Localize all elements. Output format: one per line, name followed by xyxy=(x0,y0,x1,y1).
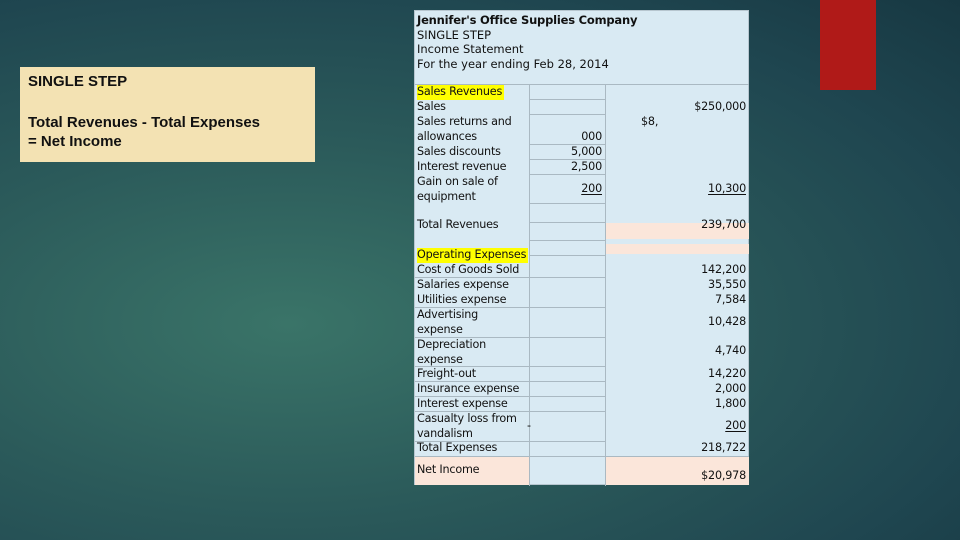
total-expenses-value: 218,722 xyxy=(701,441,746,454)
grid-line xyxy=(529,240,605,241)
revenues-heading: Sales Revenues xyxy=(417,85,503,98)
expense-amount-interest: 1,800 xyxy=(714,397,746,410)
expense-amount-insurance: 2,000 xyxy=(714,382,746,395)
sales-discounts-amount: 5,000 xyxy=(570,145,602,158)
expense-amount-advertising: 10,428 xyxy=(708,315,746,328)
expense-label-insurance: Insurance expense xyxy=(417,382,520,395)
sales-label: Sales xyxy=(417,100,446,113)
sales-total: $250,000 xyxy=(694,100,746,113)
net-income-value: $20,978 xyxy=(701,469,746,482)
grid-line xyxy=(529,203,605,204)
grid-line xyxy=(529,99,605,100)
expense-amount-depreciation: 4,740 xyxy=(714,344,746,357)
expense-label-depreciation: Depreciation expense xyxy=(417,338,486,366)
statement-type: SINGLE STEP xyxy=(417,27,492,42)
sales-returns-prefix: $8, xyxy=(641,115,659,128)
expense-amount-freight: 14,220 xyxy=(708,367,746,380)
grid-line xyxy=(529,255,605,256)
statement-header xyxy=(417,13,747,71)
expense-amount-casualty: 200 xyxy=(725,419,746,432)
statement-name: Income Statement xyxy=(417,42,524,57)
red-accent-bar xyxy=(820,0,876,90)
company-name: Jennifer's Office Supplies Company xyxy=(417,13,638,27)
interest-revenue-amount: 2,500 xyxy=(570,160,602,173)
expense-label-freight: Freight-out xyxy=(417,367,476,380)
grid-line xyxy=(415,456,749,457)
sales-discounts-label: Sales discounts xyxy=(417,145,501,158)
expense-amount-cogs: 142,200 xyxy=(701,263,746,276)
single-step-note xyxy=(20,67,315,162)
interest-revenue-label: Interest revenue xyxy=(417,160,507,173)
expense-label-salaries: Salaries expense xyxy=(417,278,509,291)
net-income-formula: Total Revenues - Total Expenses = Net Income xyxy=(28,114,261,150)
sales-returns-amount: 000 xyxy=(581,130,602,143)
gain-on-sale-amount: 200 xyxy=(581,182,602,195)
statement-period: For the year ending Feb 28, 2014 xyxy=(417,56,609,71)
expense-label-utilities: Utilities expense xyxy=(417,293,507,306)
expense-label-casualty: Casualty loss from vandalism xyxy=(417,412,517,440)
income-statement-sheet xyxy=(414,10,749,485)
sales-returns-label: Sales returns and allowances xyxy=(417,115,512,143)
grid-line xyxy=(529,222,605,223)
expense-amount-utilities: 7,584 xyxy=(714,293,746,306)
total-revenues-label: Total Revenues xyxy=(417,218,499,231)
expense-label-advertising: Advertising expense xyxy=(417,308,479,336)
total-revenues-value: 239,700 xyxy=(701,218,746,231)
net-income-label: Net Income xyxy=(417,463,480,476)
note-title: SINGLE STEP xyxy=(28,73,128,90)
expense-label-cogs: Cost of Goods Sold xyxy=(417,263,520,276)
total-expenses-label: Total Expenses xyxy=(417,441,498,454)
gain-on-sale-label: Gain on sale of equipment xyxy=(417,175,498,203)
expenses-heading: Operating Expenses xyxy=(417,248,527,261)
expense-amount-salaries: 35,550 xyxy=(708,278,746,291)
grid-line xyxy=(605,84,606,486)
expense-label-interest: Interest expense xyxy=(417,397,508,410)
casualty-dash: - xyxy=(527,419,531,432)
spacer-highlight xyxy=(605,244,749,254)
grid-line xyxy=(529,114,605,115)
revenue-adjustments-total: 10,300 xyxy=(708,182,746,195)
